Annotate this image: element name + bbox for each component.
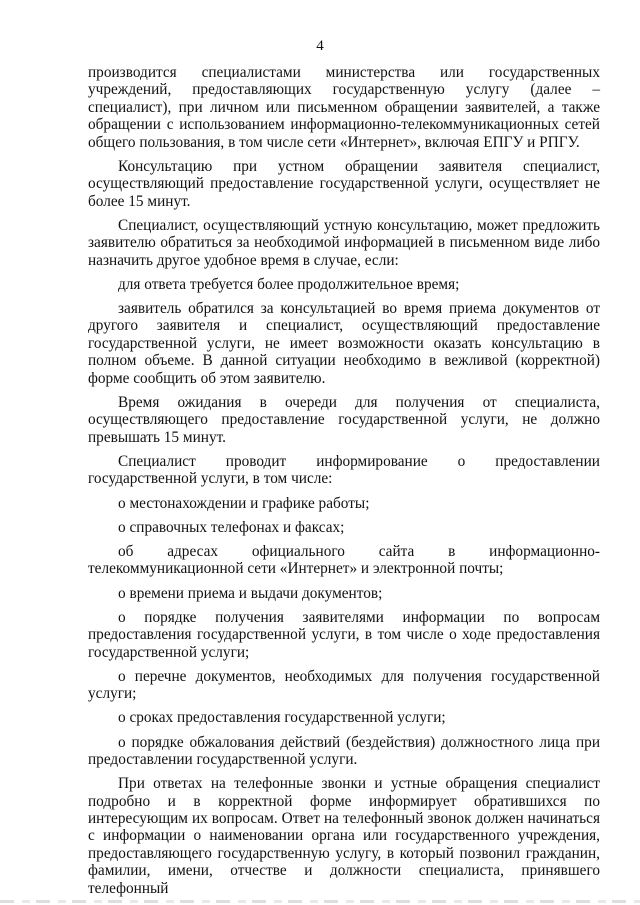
paragraph-11: о времени приема и выдачи документов; xyxy=(118,584,383,602)
paragraph-14: о сроках предоставления государственной услуги; xyxy=(118,709,446,727)
paragraph-15: о порядке обжалования действий (бездействия) должностного лица при предоставлении государственной услуги. xyxy=(88,733,600,768)
scan-edge-artifact xyxy=(0,900,640,903)
paragraph-5: заявитель обратился за консультацией во время приема документов от другого заявителя и специалист, осуществляющий предоставление государственной услуги, не имеет возможности оказать консультацию в полном объеме. В данной ситуации необходимо в вежливой (корректной) форме сообщить об этом заявителю. xyxy=(88,300,600,387)
document-body xyxy=(88,64,600,904)
paragraph-8: о местонахождении и графике работы; xyxy=(118,494,370,512)
paragraph-7: Специалист проводит информирование о предоставлении государственной услуги, в том числе: xyxy=(88,452,600,488)
paragraph-10: об адресах официального сайта в информационно-телекоммуникационной сети «Интернет» и электронной почты; xyxy=(88,542,600,578)
paragraph-13: о перечне документов, необходимых для получения государственной услуги; xyxy=(88,667,600,703)
paragraph-1: производится специалистами министерства или государственных учреждений, предоставляющих государственную услугу (далее – специалист), при личном или письменном обращении заявителей, а также обращении с использованием информационно-телекоммуникационных сетей общего пользования, в том числе сети «Интернет», включая ЕПГУ и РПГУ. xyxy=(88,64,600,151)
paragraph-3: Специалист, осуществляющий устную консультацию, может предложить заявителю обратиться за необходимой информацией в письменном виде либо назначить другое удобное время в случае, если: xyxy=(88,216,600,269)
paragraph-9: о справочных телефонах и факсах; xyxy=(118,518,345,536)
paragraph-6: Время ожидания в очереди для получения от специалиста, осуществляющего предоставление государственной услуги, не должно превышать 15 минут. xyxy=(88,393,600,446)
paragraph-16: При ответах на телефонные звонки и устные обращения специалист подробно и в корректной форме информирует обратившихся по интересующим их вопросам. Ответ на телефонный звонок должен начинаться с информации о наименовании органа или государственного учреждения, предоставляющего государственную услугу, в который позвонил гражданин, фамилии, имени, отчестве и должности специалиста, принявшего телефонный xyxy=(88,775,600,897)
paragraph-12: о порядке получения заявителями информации по вопросам предоставления государственной услуги, в том числе о ходе предоставления государственной услуги; xyxy=(88,608,600,661)
page-number: 4 xyxy=(316,38,324,54)
paragraph-2: Консультацию при устном обращении заявителя специалист, осуществляющий предоставление государственной услуги, осуществляет не более 15 минут. xyxy=(88,157,600,210)
paragraph-4: для ответа требуется более продолжительное время; xyxy=(118,275,460,293)
